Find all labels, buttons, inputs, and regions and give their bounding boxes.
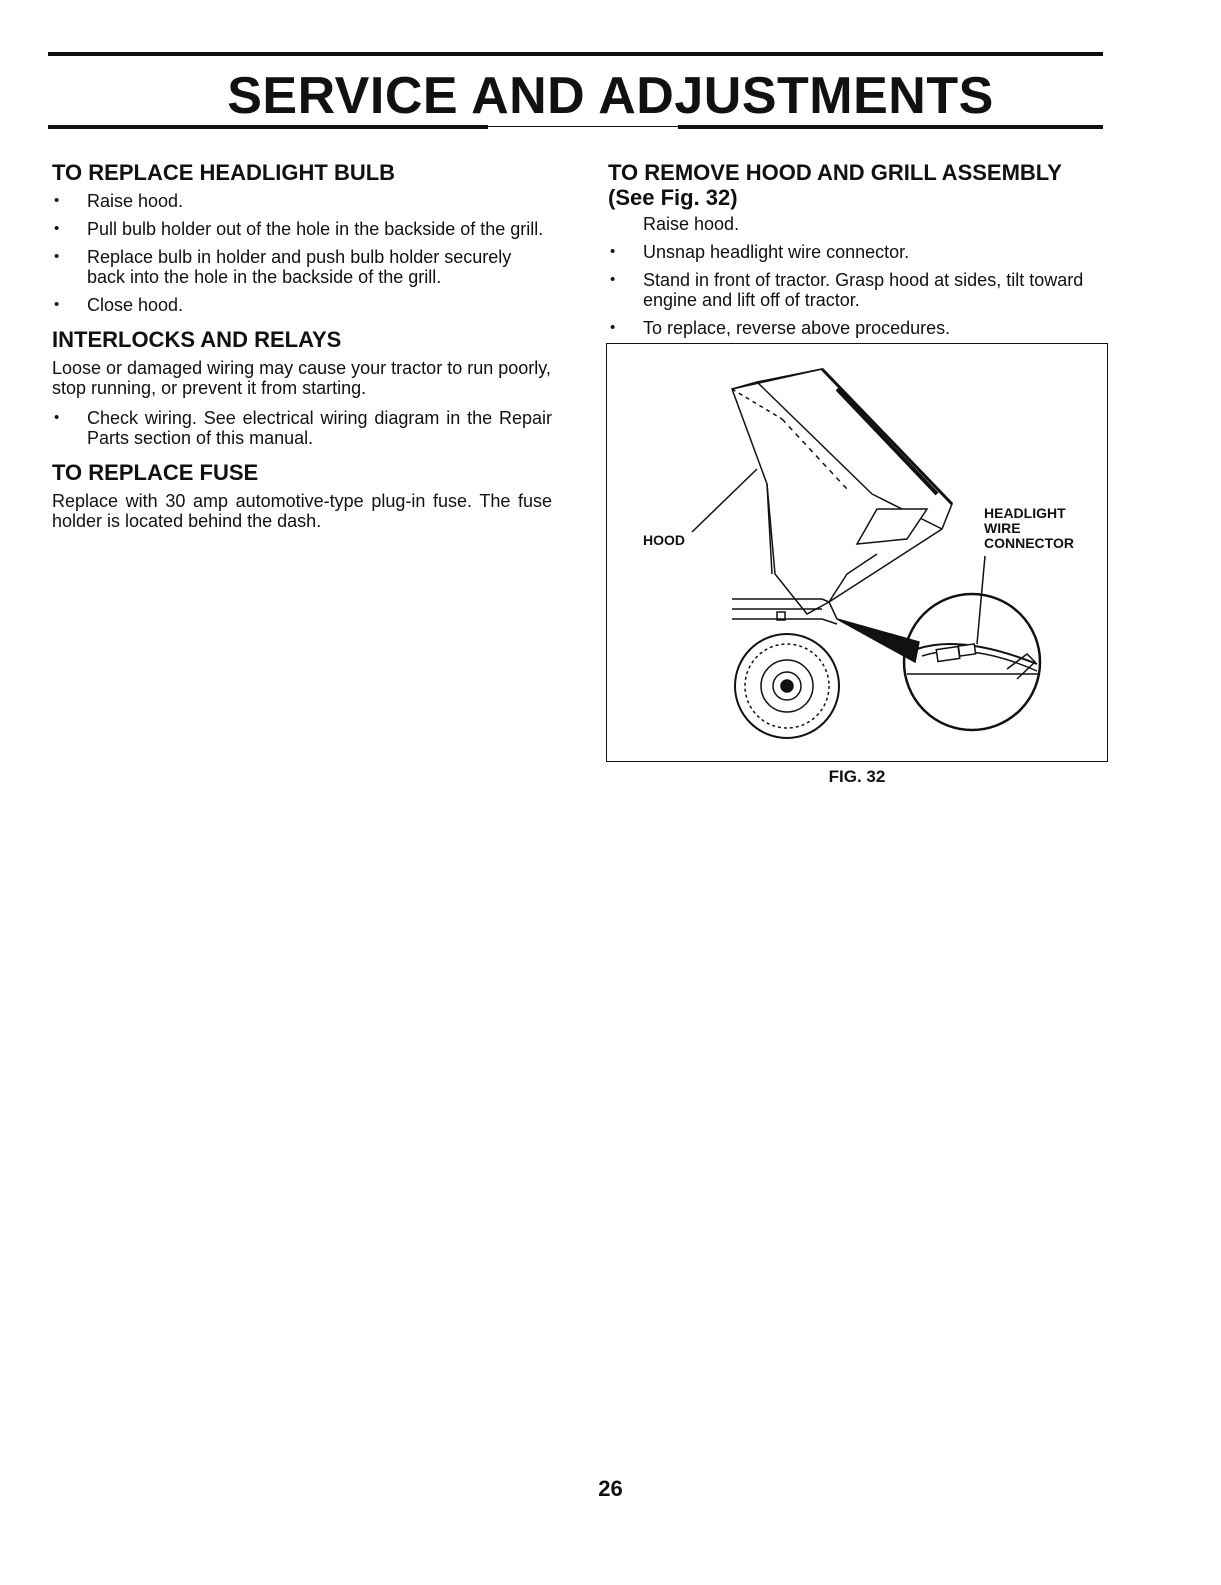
interlocks-steps xyxy=(52,408,552,448)
connector-label-line2: WIRE xyxy=(984,520,1021,536)
header-bottom-rule-thin xyxy=(488,126,678,127)
hood-heading xyxy=(608,160,1108,210)
list-item: • Replace bulb in holder and push bulb holder securely back into the hole in the backside of the grill. xyxy=(52,247,552,287)
header-top-rule xyxy=(48,52,1103,56)
hood-removal-illustration xyxy=(607,344,1107,760)
fuse-paragraph: Replace with 30 amp automotive-type plug-in fuse. The fuse holder is located behind the dash. xyxy=(52,491,552,531)
connector-label xyxy=(984,506,1074,551)
connector-detail xyxy=(904,594,1040,730)
header-bottom-rule-right xyxy=(678,125,1103,129)
list-item: • Close hood. xyxy=(52,295,552,315)
list-item: • Stand in front of tractor. Grasp hood at sides, tilt toward engine and lift off of tractor. xyxy=(608,270,1108,310)
hood-heading-line1: TO REMOVE HOOD AND GRILL ASSEMBLY xyxy=(608,160,1062,185)
list-item: • To replace, reverse above procedures. xyxy=(608,318,1108,338)
connector-label-line1: HEADLIGHT xyxy=(984,505,1066,521)
header-bottom-rule-left xyxy=(48,125,488,129)
hood-heading-line2: (See Fig. 32) xyxy=(608,185,738,210)
hood-leader-line xyxy=(692,469,757,532)
connector-label-line3: CONNECTOR xyxy=(984,535,1074,551)
fuse-heading: TO REPLACE FUSE xyxy=(52,460,259,485)
list-item: • Pull bulb holder out of the hole in the backside of the grill. xyxy=(52,219,552,239)
hood-drawing xyxy=(732,369,952,614)
hood-label: HOOD xyxy=(643,532,685,548)
list-item: • Raise hood. xyxy=(52,191,552,211)
list-item: • Check wiring. See electrical wiring diagram in the Repair Parts section of this manual. xyxy=(52,408,552,448)
figure-caption: FIG. 32 xyxy=(828,767,886,786)
fuse-section xyxy=(52,460,552,531)
right-column xyxy=(608,160,1108,348)
interlocks-section xyxy=(52,327,552,448)
headlight-section xyxy=(52,160,552,315)
figure-32 xyxy=(606,343,1108,762)
connector-leader-line xyxy=(977,556,985,644)
page-title: SERVICE AND ADJUSTMENTS xyxy=(227,67,994,125)
hood-intro: Raise hood. xyxy=(643,214,740,234)
headlight-heading: TO REPLACE HEADLIGHT BULB xyxy=(52,160,396,185)
interlocks-heading: INTERLOCKS AND RELAYS xyxy=(52,327,342,352)
list-item: • Unsnap headlight wire connector. xyxy=(608,242,1108,262)
interlocks-paragraph: Loose or damaged wiring may cause your tractor to run poorly, stop running, or prevent it from starting. xyxy=(52,358,551,398)
left-column xyxy=(52,160,552,543)
tractor-frame-drawing xyxy=(732,599,839,738)
hood-steps xyxy=(608,214,1108,338)
page-number: 26 xyxy=(598,1476,623,1501)
headlight-steps xyxy=(52,191,552,315)
